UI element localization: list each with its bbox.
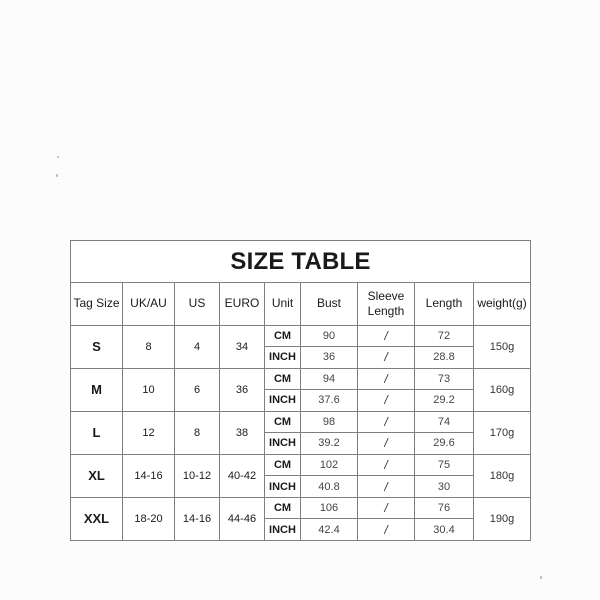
us-cell: 10-12 xyxy=(175,454,220,497)
bust-cm-cell: 94 xyxy=(301,368,358,390)
length-cm-cell: 74 xyxy=(415,411,474,433)
size-row-xl-cm xyxy=(71,454,531,476)
length-inch-cell: 30 xyxy=(415,476,474,498)
sleeve-cm-cell: / xyxy=(358,454,415,476)
unit-inch-cell: INCH xyxy=(265,519,301,541)
unit-inch-cell: INCH xyxy=(265,347,301,369)
unit-cm-cell: CM xyxy=(265,454,301,476)
unit-cm-cell: CM xyxy=(265,411,301,433)
bust-inch-cell: 36 xyxy=(301,347,358,369)
weight-cell: 180g xyxy=(474,454,531,497)
euro-cell: 40-42 xyxy=(220,454,265,497)
tag-size-cell: XL xyxy=(71,454,123,497)
euro-cell: 44-46 xyxy=(220,497,265,540)
sleeve-inch-cell: / xyxy=(358,433,415,455)
euro-cell: 36 xyxy=(220,368,265,411)
euro-cell: 38 xyxy=(220,411,265,454)
scan-speck xyxy=(56,174,58,177)
table-title: SIZE TABLE xyxy=(71,241,531,283)
bust-cm-cell: 102 xyxy=(301,454,358,476)
us-cell: 6 xyxy=(175,368,220,411)
bust-cm-cell: 90 xyxy=(301,325,358,347)
unit-inch-cell: INCH xyxy=(265,390,301,412)
length-cm-cell: 73 xyxy=(415,368,474,390)
length-cm-cell: 76 xyxy=(415,497,474,519)
header-us: US xyxy=(175,283,220,325)
tag-size-cell: XXL xyxy=(71,497,123,540)
tag-size-cell: L xyxy=(71,411,123,454)
sleeve-inch-cell: / xyxy=(358,519,415,541)
uk-au-cell: 12 xyxy=(123,411,175,454)
size-row-xxl-cm xyxy=(71,497,531,519)
us-cell: 14-16 xyxy=(175,497,220,540)
sleeve-inch-cell: / xyxy=(358,476,415,498)
size-row-m-cm xyxy=(71,368,531,390)
size-row-l-cm xyxy=(71,411,531,433)
length-cm-cell: 72 xyxy=(415,325,474,347)
length-inch-cell: 29.6 xyxy=(415,433,474,455)
sleeve-cm-cell: / xyxy=(358,325,415,347)
scan-speck xyxy=(540,576,542,579)
uk-au-cell: 10 xyxy=(123,368,175,411)
header-row xyxy=(71,283,531,325)
uk-au-cell: 8 xyxy=(123,325,175,368)
weight-cell: 170g xyxy=(474,411,531,454)
header-length: Length xyxy=(415,283,474,325)
length-inch-cell: 30.4 xyxy=(415,519,474,541)
bust-inch-cell: 40.8 xyxy=(301,476,358,498)
scan-speck xyxy=(57,156,59,158)
length-inch-cell: 29.2 xyxy=(415,390,474,412)
sleeve-inch-cell: / xyxy=(358,390,415,412)
unit-cm-cell: CM xyxy=(265,368,301,390)
bust-inch-cell: 42.4 xyxy=(301,519,358,541)
sleeve-cm-cell: / xyxy=(358,411,415,433)
euro-cell: 34 xyxy=(220,325,265,368)
header-euro: EURO xyxy=(220,283,265,325)
bust-cm-cell: 98 xyxy=(301,411,358,433)
size-table xyxy=(70,240,531,541)
weight-cell: 160g xyxy=(474,368,531,411)
us-cell: 4 xyxy=(175,325,220,368)
header-unit: Unit xyxy=(265,283,301,325)
tag-size-cell: S xyxy=(71,325,123,368)
header-sleeve-line1: Sleeve xyxy=(367,288,405,303)
sleeve-cm-cell: / xyxy=(358,368,415,390)
uk-au-cell: 14-16 xyxy=(123,454,175,497)
sleeve-inch-cell: / xyxy=(358,347,415,369)
header-weight: weight(g) xyxy=(474,283,531,325)
bust-inch-cell: 39.2 xyxy=(301,433,358,455)
title-row xyxy=(71,241,531,283)
header-tag-size: Tag Size xyxy=(71,283,123,325)
unit-inch-cell: INCH xyxy=(265,433,301,455)
length-cm-cell: 75 xyxy=(415,454,474,476)
header-sleeve-line2: Length xyxy=(367,303,405,318)
uk-au-cell: 18-20 xyxy=(123,497,175,540)
unit-cm-cell: CM xyxy=(265,325,301,347)
length-inch-cell: 28.8 xyxy=(415,347,474,369)
unit-cm-cell: CM xyxy=(265,497,301,519)
unit-inch-cell: INCH xyxy=(265,476,301,498)
header-sleeve-length xyxy=(358,283,415,325)
header-uk-au: UK/AU xyxy=(123,283,175,325)
us-cell: 8 xyxy=(175,411,220,454)
size-row-s-cm xyxy=(71,325,531,347)
tag-size-cell: M xyxy=(71,368,123,411)
weight-cell: 190g xyxy=(474,497,531,540)
header-bust: Bust xyxy=(301,283,358,325)
weight-cell: 150g xyxy=(474,325,531,368)
bust-inch-cell: 37.6 xyxy=(301,390,358,412)
bust-cm-cell: 106 xyxy=(301,497,358,519)
sleeve-cm-cell: / xyxy=(358,497,415,519)
